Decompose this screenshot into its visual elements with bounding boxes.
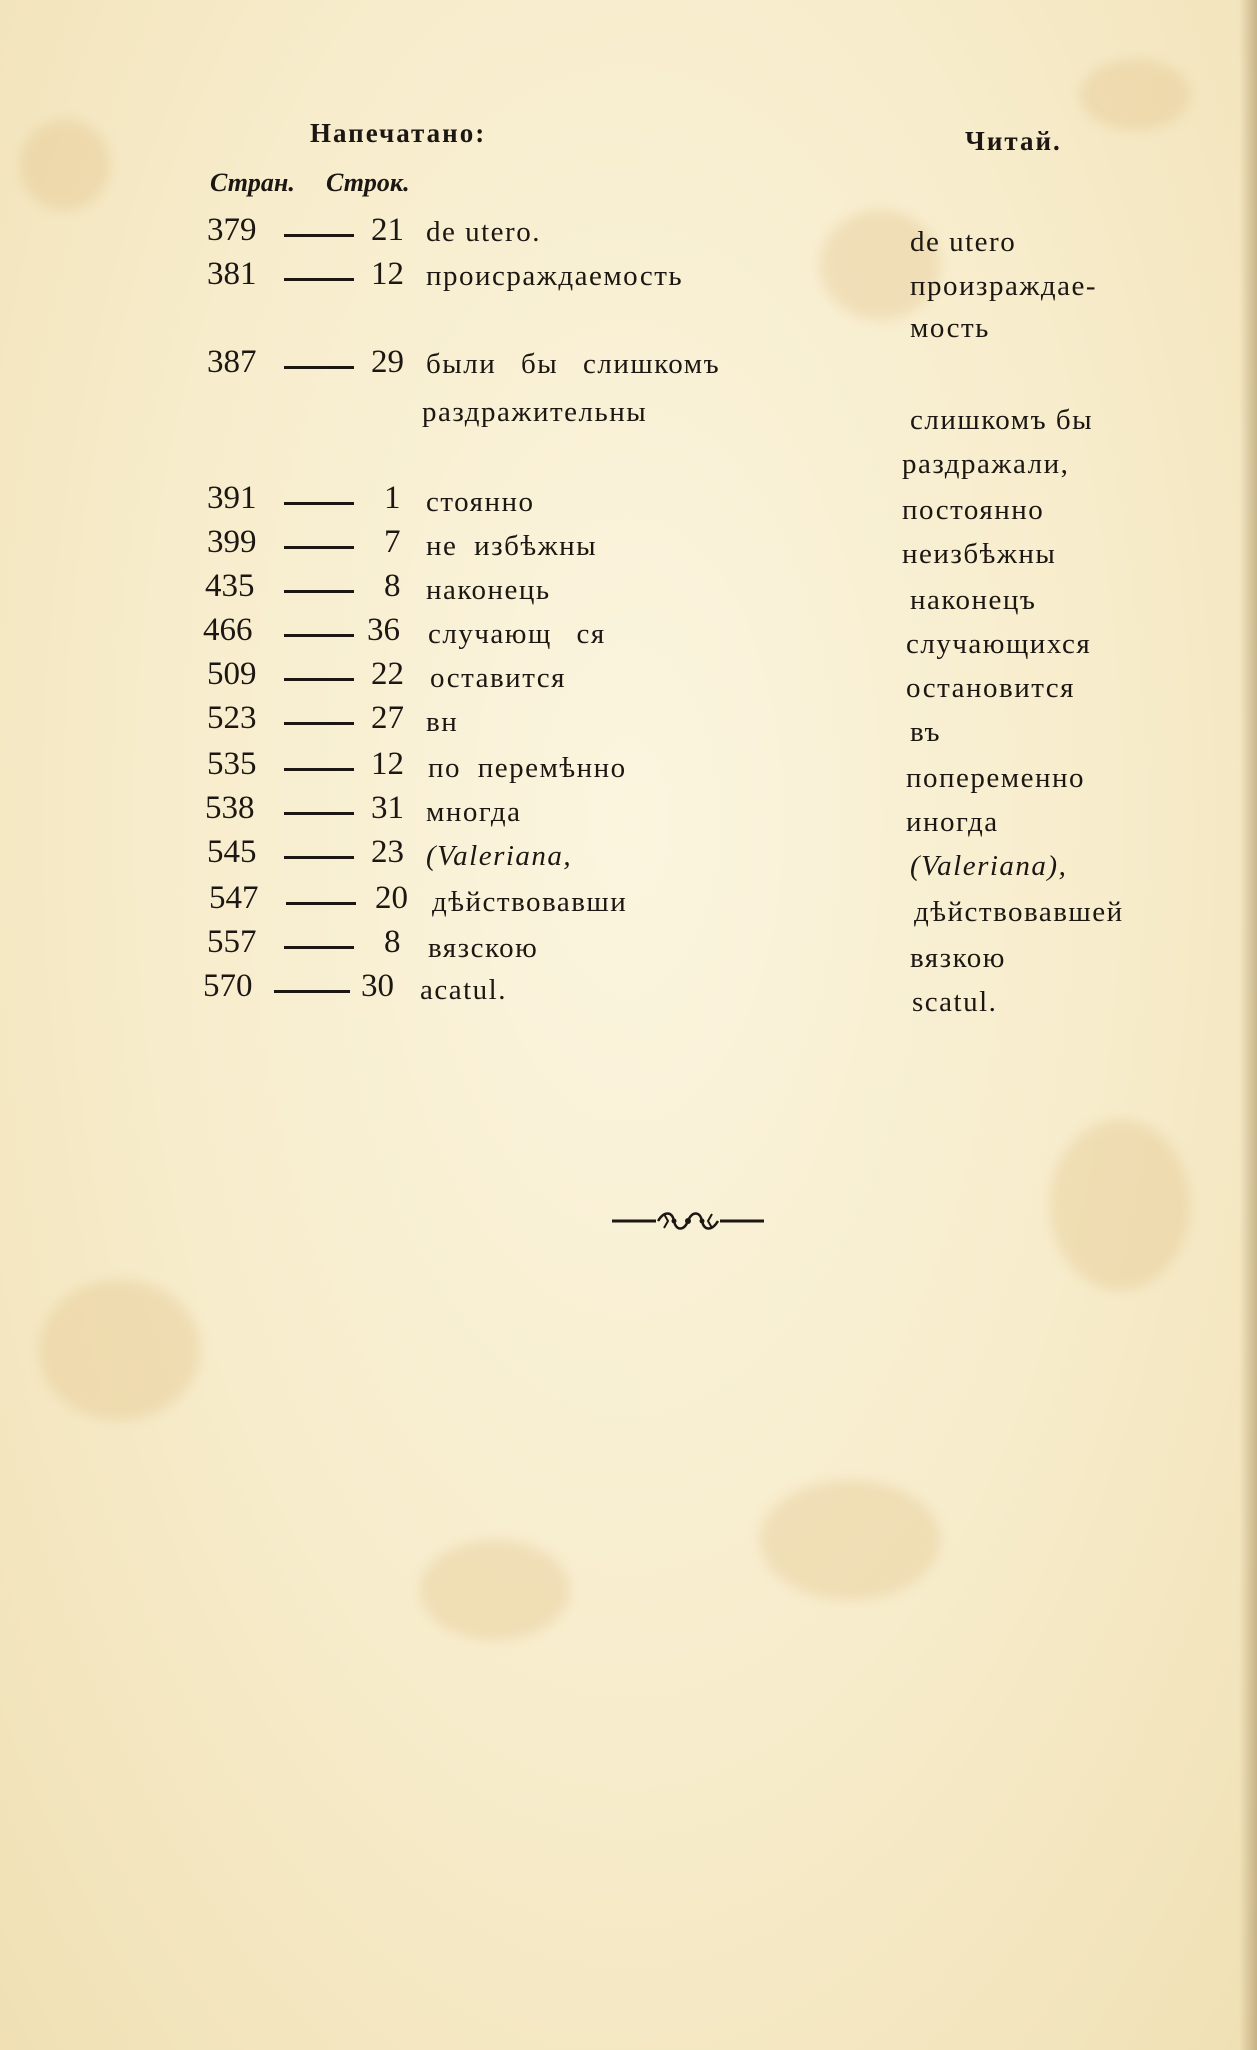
dash-separator [284,856,354,859]
dash-separator [284,366,354,369]
line-number: 1 [384,480,401,516]
printed-text: acatul. [420,974,507,1006]
page-number: 381 [207,256,257,292]
line-number: 12 [371,746,404,782]
correct-text: (Valeriana), [910,850,1068,882]
subheader-line: Строк. [326,168,410,197]
printed-text: вн [426,706,459,738]
printed-text: стоянно [426,486,535,518]
dash-separator [284,590,354,593]
correct-text: наконецъ [910,584,1037,616]
correct-text: попеременно [906,762,1086,794]
page-number: 557 [207,924,257,960]
dash-separator [284,812,354,815]
line-number: 8 [384,924,401,960]
correct-text: остановится [906,672,1075,704]
page-number: 538 [205,790,255,826]
line-number: 12 [371,256,404,292]
correct-text: вязкою [910,942,1006,974]
correct-text: дѣйствовавшей [914,896,1124,928]
page-number: 523 [207,700,257,736]
dash-separator [284,234,354,237]
dash-separator [284,678,354,681]
printed-text: de utero. [426,216,541,248]
page-number: 545 [207,834,257,870]
correct-text: scatul. [912,986,998,1018]
printed-text: по перемѣнно [428,752,627,784]
page-number: 466 [203,612,253,648]
page-number: 387 [207,344,257,380]
line-number: 20 [375,880,408,916]
line-number: 36 [367,612,400,648]
page-edge-shadow [1239,0,1257,2050]
printed-text: многда [426,796,522,828]
page-number: 379 [207,212,257,248]
paper-stain [760,1480,940,1600]
page-number: 570 [203,968,253,1004]
printed-text: были бы слишкомъ [426,348,721,380]
dash-separator [284,278,354,281]
correct-text: de utero [910,226,1017,258]
dash-separator [284,634,354,637]
page-number: 391 [207,480,257,516]
dash-separator [286,902,356,905]
paper-stain [1080,60,1190,130]
subheader-page: Стран. [210,168,295,197]
dash-separator [284,768,354,771]
correct-text: постоянно [902,494,1045,526]
paper-stain [420,1540,570,1640]
page-number: 509 [207,656,257,692]
paper-stain [40,1280,200,1420]
dash-separator [274,990,350,993]
line-number: 29 [371,344,404,380]
page-number: 535 [207,746,257,782]
line-number: 7 [384,524,401,560]
line-number: 8 [384,568,401,604]
correct-text: слишкомъ бы [910,404,1094,436]
line-number: 30 [361,968,394,1004]
line-number: 31 [371,790,404,826]
line-number: 27 [371,700,404,736]
dash-separator [284,546,354,549]
correct-text: неизбѣжны [902,538,1057,570]
printed-text: дѣйствовавши [432,886,628,918]
page-number: 547 [209,880,259,916]
dash-separator [284,722,354,725]
printed-text: наконець [426,574,551,606]
correct-text-continued: раздражали, [902,448,1070,480]
line-number: 22 [371,656,404,692]
correct-text: въ [910,716,941,748]
dash-separator [284,946,354,949]
header-read: Читай. [965,126,1062,156]
line-number: 23 [371,834,404,870]
correct-text: иногда [906,806,999,838]
paper-stain [1050,1120,1190,1290]
dash-separator [284,502,354,505]
printed-text: (Valeriana, [426,840,573,872]
correct-text: произраждае- [910,270,1098,302]
header-printed: Напечатано: [310,118,487,148]
printed-text: вязскою [428,932,539,964]
correct-text-continued: мость [910,312,990,344]
page-number: 399 [207,524,257,560]
line-number: 21 [371,212,404,248]
printed-text: оставится [430,662,566,694]
page-number: 435 [205,568,255,604]
paper-stain [20,120,110,210]
printed-text: случающ ся [428,618,606,650]
printed-text: происраждаемость [426,260,684,292]
printed-text-continued: раздражительны [422,396,648,428]
printed-text: не избѣжны [426,530,598,562]
correct-text: случающихся [906,628,1092,660]
ornament-divider [612,1208,764,1234]
